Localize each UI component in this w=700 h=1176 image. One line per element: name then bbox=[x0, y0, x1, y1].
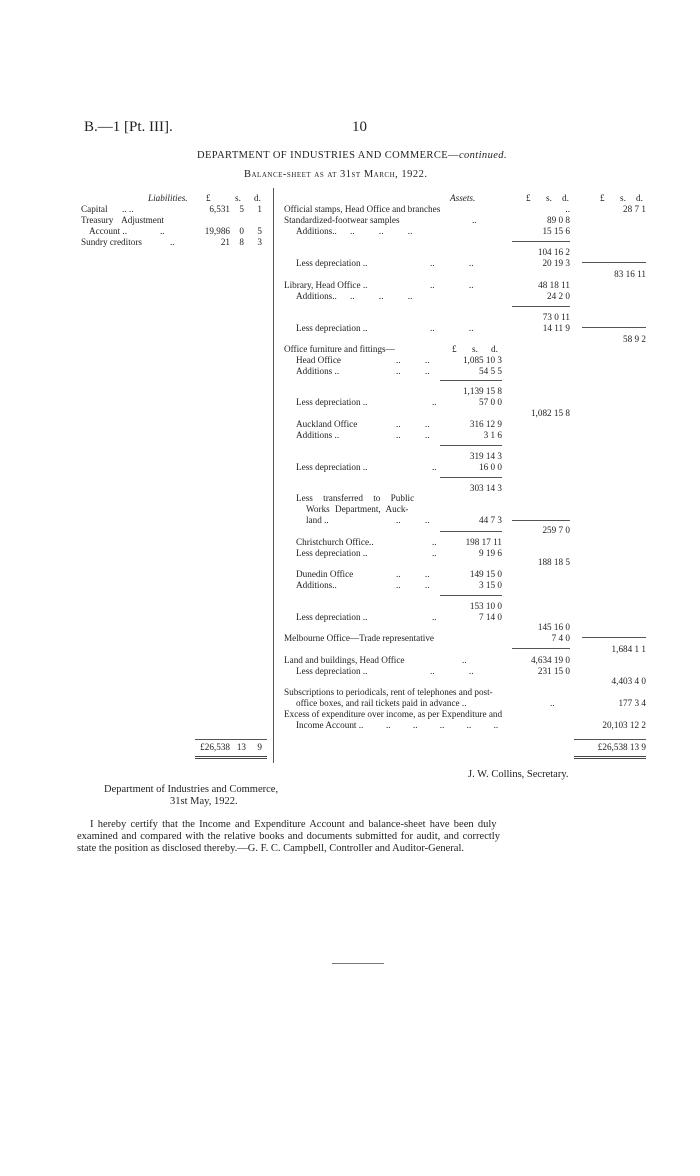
assets-total-rule bbox=[574, 739, 646, 740]
assets-total-col-shillings: s. bbox=[620, 193, 626, 203]
mid-subtotal-rule bbox=[512, 520, 570, 521]
liab-label: Treasury Adjustment bbox=[81, 215, 164, 225]
page-number: 10 bbox=[352, 119, 367, 135]
asset-line: Dunedin Office bbox=[296, 569, 354, 579]
inner-col-pounds: £ bbox=[452, 344, 457, 354]
liab-dots: .. bbox=[170, 237, 175, 247]
asset-line: land .. bbox=[306, 515, 329, 525]
asset-line: Head Office bbox=[296, 355, 341, 365]
inner-value: 149 15 0 bbox=[469, 569, 502, 579]
total-value: 28 7 1 bbox=[623, 204, 646, 214]
liab-shillings: 8 bbox=[239, 237, 244, 247]
assets-col-pounds: £ bbox=[526, 193, 531, 203]
assets-col-shillings: s. bbox=[546, 193, 552, 203]
assets-col-pence: d. bbox=[562, 193, 569, 203]
inner-subtotal-rule bbox=[440, 380, 502, 381]
mid-value: 1,082 15 8 bbox=[530, 408, 570, 418]
inner-value: 44 7 3 bbox=[479, 515, 502, 525]
secretary-signature: J. W. Collins, Secretary. bbox=[468, 769, 569, 780]
page-reference: B.—1 [Pt. III]. bbox=[84, 119, 173, 135]
mid-value: 15 15 6 bbox=[542, 226, 570, 236]
asset-dots: .. .. .. .. .. bbox=[386, 720, 499, 730]
column-divider bbox=[273, 188, 274, 763]
asset-line: Melbourne Office—Trade representative bbox=[284, 633, 435, 643]
asset-dots: .. .. .. bbox=[350, 291, 413, 301]
mid-value: 7 4 0 bbox=[551, 633, 570, 643]
mid-value: 14 11 9 bbox=[542, 323, 570, 333]
liab-label: Capital bbox=[81, 204, 108, 214]
liab-col-shillings: s. bbox=[235, 193, 241, 203]
liabilities-total-pounds: £26,538 bbox=[200, 742, 230, 752]
liab-pounds: 6,531 bbox=[209, 204, 230, 214]
asset-line: Additions .. bbox=[296, 430, 340, 440]
inner-value: 57 0 0 bbox=[479, 397, 502, 407]
inner-col-pence: d. bbox=[491, 344, 498, 354]
liab-col-pounds: £ bbox=[206, 193, 211, 203]
total-value: 1,684 1 1 bbox=[611, 644, 646, 654]
assets-total-col-pence: d. bbox=[636, 193, 643, 203]
asset-line: Subscriptions to periodicals, rent of telephones and post- bbox=[284, 687, 493, 697]
asset-line: Auckland Office bbox=[296, 419, 358, 429]
certificate-line: examined and compared with the relative books and documents submitted for audit, and correctly bbox=[77, 831, 500, 842]
asset-dots: .. .. bbox=[430, 323, 474, 333]
inner-value: 7 14 0 bbox=[479, 612, 502, 622]
mid-subtotal-rule bbox=[512, 648, 570, 649]
asset-dots: .. bbox=[462, 655, 467, 665]
liab-shillings: 0 bbox=[239, 226, 244, 236]
liabilities-total-rule bbox=[195, 739, 267, 740]
asset-line: Standardized-footwear samples bbox=[284, 215, 400, 225]
inner-value: 319 14 3 bbox=[469, 451, 502, 461]
mid-value: 188 18 5 bbox=[537, 557, 570, 567]
assets-total: £26,538 13 9 bbox=[597, 742, 646, 752]
asset-line: Official stamps, Head Office and branches bbox=[284, 204, 441, 214]
inner-subtotal-rule bbox=[440, 445, 502, 446]
liab-pounds: 19,986 bbox=[204, 226, 230, 236]
inner-subtotal-rule bbox=[440, 531, 502, 532]
asset-dots: .. .. bbox=[430, 258, 474, 268]
mid-value: .. bbox=[565, 204, 570, 214]
asset-line: Additions.. bbox=[296, 226, 337, 236]
inner-value: 303 14 3 bbox=[469, 483, 502, 493]
mid-value: 4,634 19 0 bbox=[530, 655, 570, 665]
asset-line: Works Department, Auck- bbox=[306, 504, 409, 514]
asset-dots: .. .. bbox=[396, 569, 430, 579]
liab-pence: 1 bbox=[257, 204, 262, 214]
certificate-line: I hereby certify that the Income and Expenditure Account and balance-sheet have been duly bbox=[90, 819, 497, 830]
mid-value: 231 15 0 bbox=[537, 666, 570, 676]
inner-col-shillings: s. bbox=[472, 344, 478, 354]
asset-line: Additions.. bbox=[296, 580, 337, 590]
inner-value: 54 5 5 bbox=[479, 366, 502, 376]
liabilities-heading: Liabilities. bbox=[148, 193, 188, 203]
asset-line: Less depreciation .. bbox=[296, 397, 368, 407]
liab-pence: 5 bbox=[257, 226, 262, 236]
assets-total-col-pounds: £ bbox=[600, 193, 605, 203]
mid-subtotal-rule bbox=[512, 241, 570, 242]
asset-line: Less depreciation .. bbox=[296, 323, 368, 333]
asset-dots: .. .. bbox=[396, 580, 430, 590]
asset-dots: .. bbox=[432, 397, 437, 407]
total-column-rule bbox=[582, 327, 646, 328]
footer-rule bbox=[332, 963, 384, 964]
liab-pounds: 21 bbox=[220, 237, 230, 247]
asset-dots: .. .. bbox=[396, 366, 430, 376]
certificate-line: state the position as disclosed thereby.—G. F. C. Campbell, Controller and Auditor-General. bbox=[77, 843, 464, 854]
total-column-rule bbox=[582, 637, 646, 638]
mid-value: 89 0 8 bbox=[547, 215, 570, 225]
mid-value: 104 16 2 bbox=[537, 247, 570, 257]
asset-dots: .. .. .. bbox=[350, 226, 413, 236]
signature-date: 31st May, 1922. bbox=[170, 796, 238, 807]
liabilities-total-pence: 9 bbox=[257, 742, 262, 752]
asset-dots: .. .. bbox=[396, 430, 430, 440]
inner-value: 9 19 6 bbox=[479, 548, 502, 558]
liab-label: Account .. bbox=[89, 226, 128, 236]
inner-value: 16 0 0 bbox=[479, 462, 502, 472]
asset-line: Additions.. bbox=[296, 291, 337, 301]
asset-line: Income Account .. bbox=[296, 720, 364, 730]
department-title-text: DEPARTMENT OF INDUSTRIES AND COMMERCE— bbox=[197, 150, 459, 161]
liab-col-pence: d. bbox=[254, 193, 261, 203]
asset-line: Office furniture and fittings— bbox=[284, 344, 395, 354]
inner-value: 1,085 10 3 bbox=[462, 355, 502, 365]
liab-pence: 3 bbox=[257, 237, 262, 247]
asset-line: Less depreciation .. bbox=[296, 666, 368, 676]
asset-line: Less depreciation .. bbox=[296, 462, 368, 472]
asset-dots: .. bbox=[432, 612, 437, 622]
mid-value: 145 16 0 bbox=[537, 622, 570, 632]
asset-line: Christchurch Office.. bbox=[296, 537, 374, 547]
inner-value: 198 17 11 bbox=[465, 537, 502, 547]
liabilities-total-double-rule bbox=[195, 756, 267, 759]
total-value: 20,103 12 2 bbox=[602, 720, 646, 730]
total-value: 4,403 4 0 bbox=[611, 676, 646, 686]
mid-subtotal-rule bbox=[512, 306, 570, 307]
asset-dots: .. .. bbox=[396, 419, 430, 429]
inner-value: 1,139 15 8 bbox=[462, 386, 502, 396]
asset-line: Less depreciation .. bbox=[296, 612, 368, 622]
total-value: 177 3 4 bbox=[618, 698, 646, 708]
liab-dots: .. bbox=[160, 226, 165, 236]
asset-line: Less depreciation .. bbox=[296, 258, 368, 268]
continued-label: continued. bbox=[458, 150, 507, 161]
mid-value: 259 7 0 bbox=[542, 525, 570, 535]
assets-total-double-rule bbox=[574, 756, 646, 759]
mid-value: 20 19 3 bbox=[542, 258, 570, 268]
department-title bbox=[197, 151, 507, 162]
asset-dots: .. bbox=[550, 698, 555, 708]
liab-label: Sundry creditors bbox=[81, 237, 142, 247]
inner-subtotal-rule bbox=[440, 595, 502, 596]
inner-value: 3 15 0 bbox=[479, 580, 502, 590]
inner-value: 316 12 9 bbox=[469, 419, 502, 429]
asset-dots: .. bbox=[432, 548, 437, 558]
inner-value: 153 10 0 bbox=[469, 601, 502, 611]
asset-dots: .. bbox=[472, 215, 477, 225]
assets-heading: Assets. bbox=[450, 193, 476, 203]
asset-line: office boxes, and rail tickets paid in advance .. bbox=[296, 698, 467, 708]
department-address: Department of Industries and Commerce, bbox=[104, 784, 279, 795]
total-column-rule bbox=[582, 262, 646, 263]
asset-line: Less depreciation .. bbox=[296, 548, 368, 558]
asset-dots: .. .. bbox=[430, 280, 474, 290]
mid-value: 73 0 11 bbox=[542, 312, 570, 322]
liab-dots: .. .. bbox=[122, 204, 134, 214]
inner-subtotal-rule bbox=[440, 477, 502, 478]
asset-dots: .. .. bbox=[430, 666, 474, 676]
total-value: 83 16 11 bbox=[614, 269, 646, 279]
inner-value: 3 1 6 bbox=[483, 430, 502, 440]
balance-sheet-title: Balance-sheet as at 31st March, 1922. bbox=[244, 169, 428, 180]
asset-dots: .. .. bbox=[396, 355, 430, 365]
asset-line: Library, Head Office .. bbox=[284, 280, 368, 290]
asset-line: Additions .. bbox=[296, 366, 340, 376]
liab-shillings: 5 bbox=[239, 204, 244, 214]
asset-line: Land and buildings, Head Office bbox=[284, 655, 405, 665]
asset-dots: .. bbox=[432, 537, 437, 547]
asset-dots: .. .. bbox=[396, 515, 430, 525]
asset-dots: .. bbox=[432, 462, 437, 472]
mid-value: 24 2 0 bbox=[547, 291, 570, 301]
total-value: 58 9 2 bbox=[623, 334, 646, 344]
asset-line: Excess of expenditure over income, as per Expenditure and bbox=[284, 709, 503, 719]
mid-value: 48 18 11 bbox=[538, 280, 570, 290]
liabilities-total-shillings: 13 bbox=[236, 742, 246, 752]
asset-line: Less transferred to Public bbox=[296, 493, 415, 503]
